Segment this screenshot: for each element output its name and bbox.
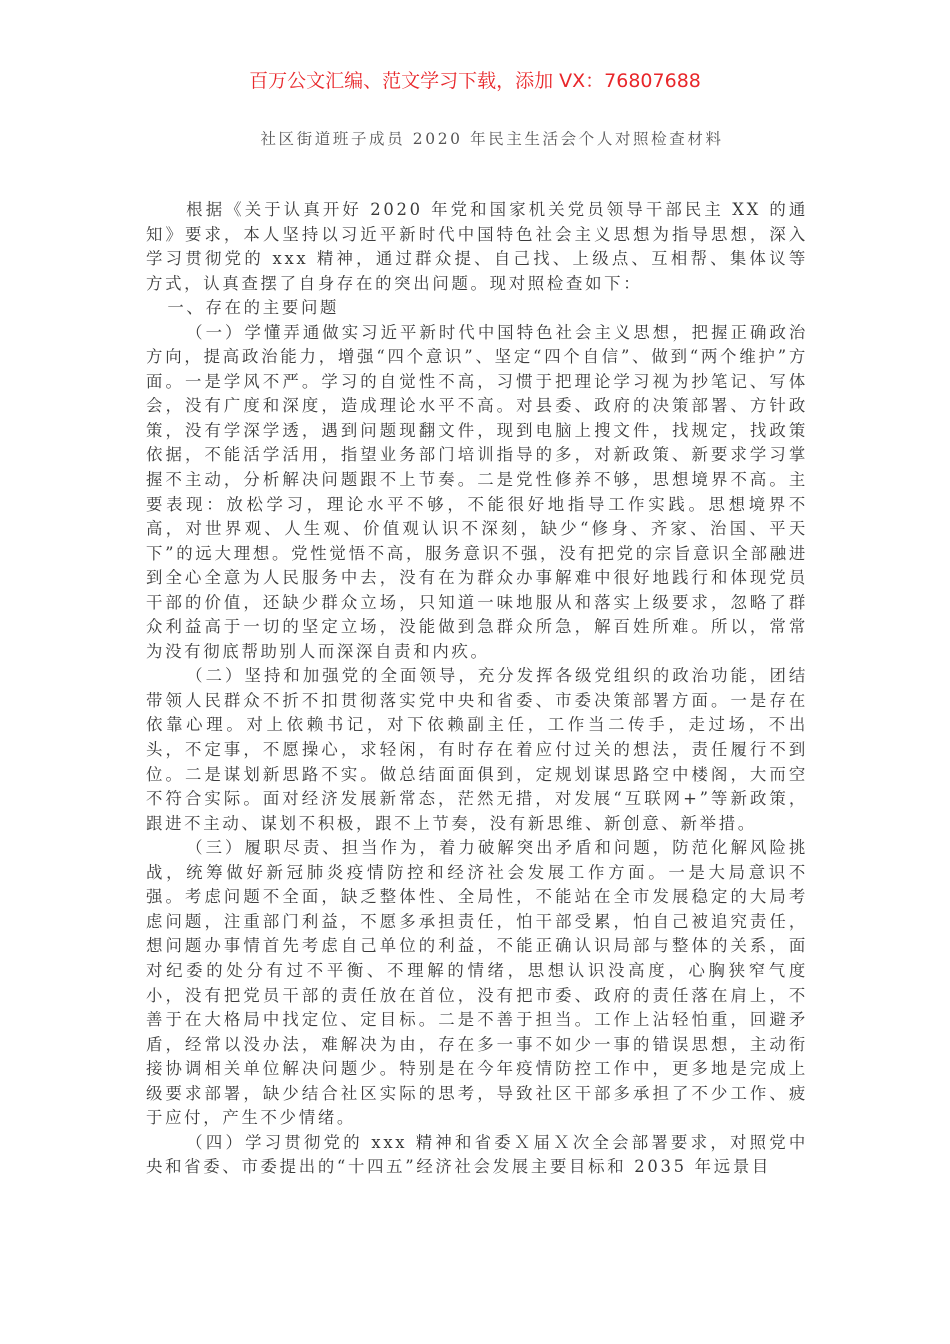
section-heading: 一、存在的主要问题: [167, 298, 340, 318]
document-body: [146, 198, 808, 1180]
body-paragraph: （二）坚持和加强党的全面领导，充分发挥各级党组织的政治功能，团结带领人民群众不折不扣贯彻落实党中央和省委、市委决策部署方面。一是存在依靠心理。对上依赖书记，对下依赖副主任，工作当二传手，走过场，不出头，不定事，不愿操心，求轻闲，有时存在着应付过关的想法，责任履行不到位。二是谋划新思路不实。做总结面面俱到，定规划谋思路空中楼阁，大而空不符合实际。面对经济发展新常态，茫然无措，对发展“互联网+”等新政策，跟进不主动、谋划不积极，跟不上节奏，没有新思维、新创意、新举措。: [146, 666, 808, 833]
body-paragraph: （一）学懂弄通做实习近平新时代中国特色社会主义思想，把握正确政治方向，提高政治能力，增强“四个意识”、坚定“四个自信”、做到“两个维护”方面。一是学风不严。学习的自觉性不高，习惯于把理论学习视为抄笔记、写体会，没有广度和深度，造成理论水平不高。对县委、政府的决策部署、方针政策，没有学深学透，遇到问题现翻文件，现到电脑上搜文件，找规定，找政策依据，不能活学活用，指望业务部门培训指导的多，对新政策、新要求学习掌握不主动，分析解决问题跟不上节奏。二是党性修养不够，思想境界不高。主要表现：放松学习，理论水平不够，不能很好地指导工作实践。思想境界不高，对世界观、人生观、价值观认识不深刻，缺少“修身、齐家、治国、平天下”的远大理想。党性觉悟不高，服务意识不强，没有把党的宗旨意识全部融进到全心全意为人民服务中去，没有在为群众办事解难中很好地践行和体现党员干部的价值，还缺少群众立场，只知道一味地服从和落实上级要求，忽略了群众利益高于一切的坚定立场，没能做到急群众所急，解百姓所难。所以，常常为没有彻底帮助别人而深深自责和内疚。: [146, 322, 808, 661]
intro-paragraph: 根据《关于认真开好 2020 年党和国家机关党员领导干部民主 XX 的通知》要求，本人坚持以习近平新时代中国特色社会主义思想为指导思想，深入学习贯彻党的 xxx 精神，通过群众提、自己找、上级点、互相帮、集体议等方式，认真查摆了自身存在的突出问题。现对照检查如下：: [146, 200, 808, 293]
document-title: 社区街道班子成员 2020 年民主生活会个人对照检查材料: [260, 130, 724, 148]
watermark-banner: 百万公文汇编、范文学习下载，添加 VX：76807688: [249, 70, 701, 92]
body-paragraph: （三）履职尽责、担当作为，着力破解突出矛盾和问题，防范化解风险挑战，统筹做好新冠肺炎疫情防控和经济社会发展工作方面。一是大局意识不强。考虑问题不全面，缺乏整体性、全局性，不能站在全市发展稳定的大局考虑问题，注重部门利益，不愿多承担责任，怕干部受累，怕自己被追究责任，想问题办事情首先考虑自己单位的利益，不能正确认识局部与整体的关系，面对纪委的处分有过不平衡、不理解的情绪，思想认识没高度，心胸狭窄气度小，没有把党员干部的责任放在首位，没有把市委、政府的责任落在肩上，不善于在大格局中找定位、定目标。二是不善于担当。工作上沾轻怕重，回避矛盾，经常以没办法，难解决为由，存在多一事不如少一事的错误思想，主动衔接协调相关单位解决问题少。特别是在今年疫情防控工作中，更多地是完成上级要求部署，缺少结合社区实际的思考，导致社区干部多承担了不少工作、疲于应付，产生不少情绪。: [146, 838, 808, 1128]
body-paragraph: （四）学习贯彻党的 xxx 精神和省委Ｘ届Ｘ次全会部署要求，对照党中央和省委、市委提出的“十四五”经济社会发展主要目标和 2035 年远景目: [146, 1132, 808, 1177]
